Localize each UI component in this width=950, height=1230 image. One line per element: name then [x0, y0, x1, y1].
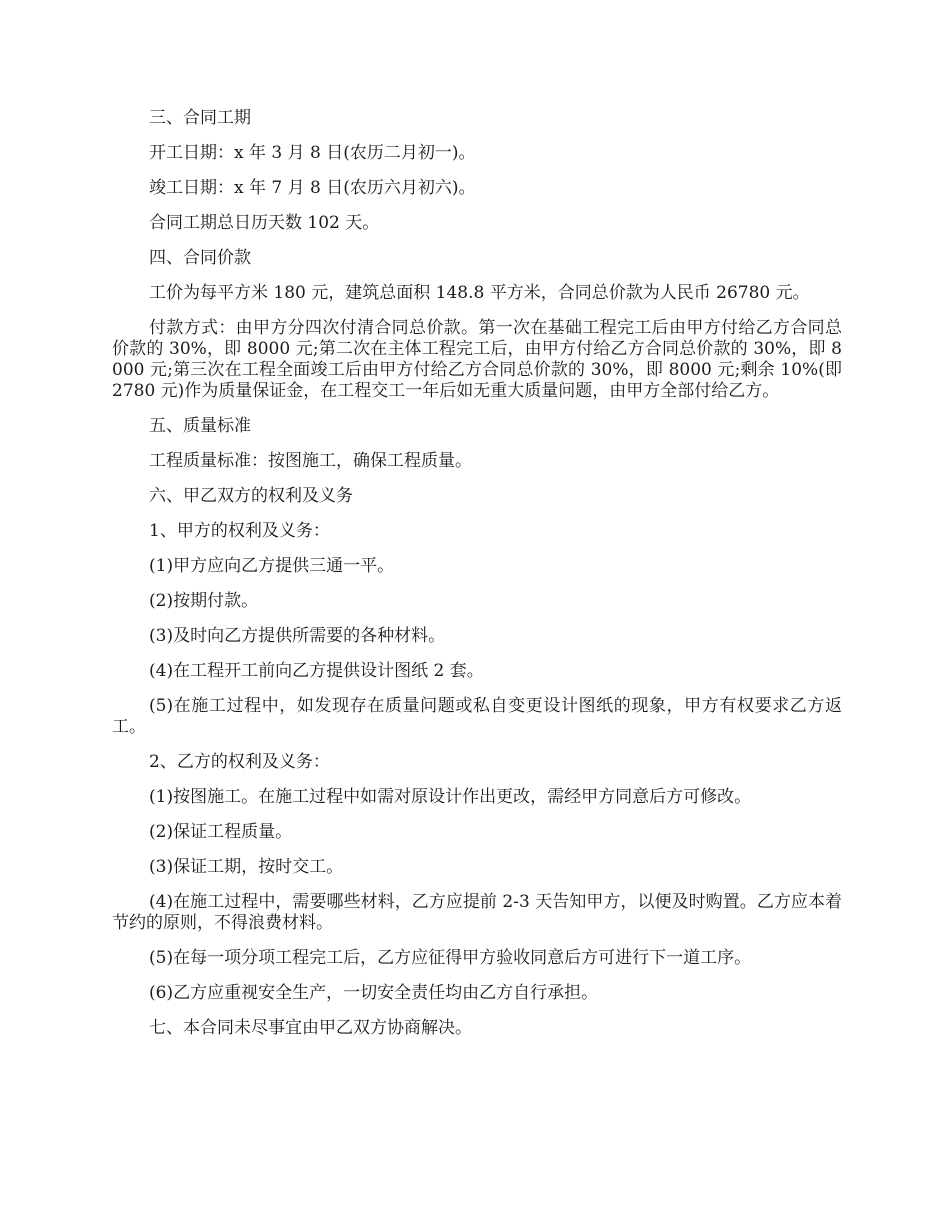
- section-heading-rights-obligations: 六、甲乙双方的权利及义务: [149, 486, 353, 506]
- party-b-item-6: (6)乙方应重视安全生产，一切安全责任均由乙方自行承担。: [149, 983, 599, 1003]
- party-a-item-1: (1)甲方应向乙方提供三通一平。: [149, 556, 395, 576]
- total-days-paragraph: 合同工期总日历天数 102 天。: [149, 213, 380, 233]
- section-heading-quality-standard: 五、质量标准: [149, 416, 251, 436]
- start-date-paragraph: 开工日期：x 年 3 月 8 日(农历二月初一)。: [149, 143, 476, 163]
- document-page: [112, 108, 842, 1053]
- party-b-item-1: (1)按图施工。在施工过程中如需对原设计作出更改，需经甲方同意后方可修改。: [149, 787, 752, 807]
- quality-standard-paragraph: 工程质量标准：按图施工，确保工程质量。: [149, 451, 472, 471]
- section-heading-other-matters: 七、本合同未尽事宜由甲乙双方协商解决。: [149, 1018, 472, 1038]
- party-a-item-3: (3)及时向乙方提供所需要的各种材料。: [149, 626, 446, 646]
- party-b-item-2: (2)保证工程质量。: [149, 822, 293, 842]
- section-heading-contract-period: 三、合同工期: [149, 108, 251, 128]
- party-a-item-5: (5)在施工过程中，如发现存在质量问题或私自变更设计图纸的现象，甲方有权要求乙方返工。: [112, 696, 842, 737]
- party-b-item-3: (3)保证工期，按时交工。: [149, 857, 344, 877]
- payment-method-paragraph: 付款方式：由甲方分四次付清合同总价款。第一次在基础工程完工后由甲方付给乙方合同总价款的 30%，即 8000 元;第二次在主体工程完工后，由甲方付给乙方合同总价款的 30%，即 8000 元;第三次在工程全面竣工后由甲方付给乙方合同总价款的 30%，即 8000 元;剩余 10%(即 2780 元)作为质量保证金，在工程交工一年后如无重大质量问题，由甲方全部付给乙方。: [112, 318, 842, 401]
- party-a-item-4: (4)在工程开工前向乙方提供设计图纸 2 套。: [149, 661, 484, 681]
- unit-price-paragraph: 工价为每平方米 180 元，建筑总面积 148.8 平方米，合同总价款为人民币 26780 元。: [149, 283, 810, 303]
- party-b-item-4: (4)在施工过程中，需要哪些材料，乙方应提前 2-3 天告知甲方，以便及时购置。乙方应本着节约的原则，不得浪费材料。: [112, 892, 842, 933]
- party-a-item-2: (2)按期付款。: [149, 591, 259, 611]
- completion-date-paragraph: 竣工日期：x 年 7 月 8 日(农历六月初六)。: [149, 178, 476, 198]
- party-b-heading: 2、乙方的权利及义务：: [149, 752, 330, 772]
- section-heading-contract-price: 四、合同价款: [149, 248, 251, 268]
- party-a-heading: 1、甲方的权利及义务：: [149, 521, 330, 541]
- party-b-item-5: (5)在每一项分项工程完工后，乙方应征得甲方验收同意后方可进行下一道工序。: [149, 948, 752, 968]
